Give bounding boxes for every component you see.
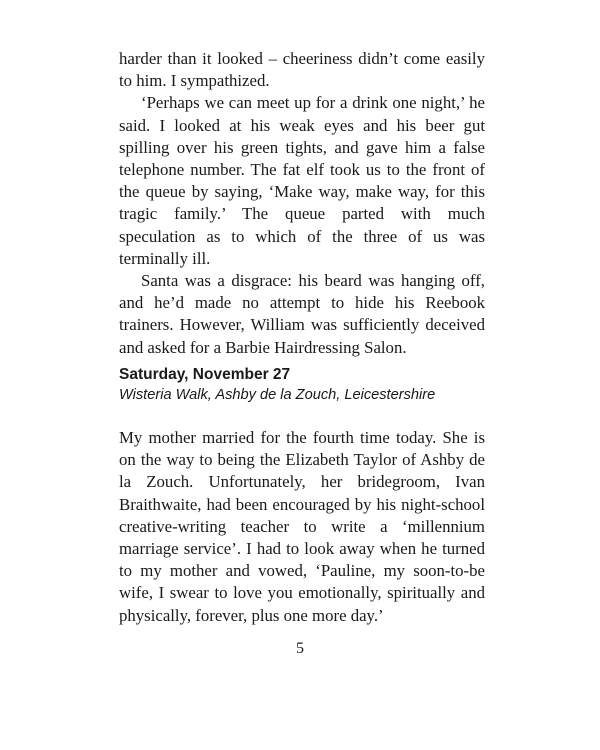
entry-location: Wisteria Walk, Ashby de la Zouch, Leicestershire [119,387,436,403]
paragraph-santa: Santa was a disgrace: his beard was hanging off, and he’d made no attempt to hide his Reebook trainers. However, William was sufficiently deceived and asked for a Barbie Hairdressing Salon. [119,271,485,357]
paragraph-elf: ‘Perhaps we can meet up for a drink one night,’ he said. I looked at his weak eyes and his beer gut spilling over his green tights, and gave him a false telephone number. The fat elf took us to the front of the queue by saying, ‘Make way, make way, for this tragic family.’ The queue parted with much speculation as to which of the three of us was terminally ill. [119,93,485,268]
text-block-top [119,48,485,359]
paragraph-wedding: My mother married for the fourth time today. She is on the way to being the Elizabeth Taylor of Ashby de la Zouch. Unfortunately, her bridegroom, Ivan Braithwaite, had been encouraged by his night-school creative-writing teacher to write a ‘millennium marriage service’. I had to look away when he turned to my mother and vowed, ‘Pauline, my soon-to-be wife, I swear to love you emotionally, spiritually and physically, forever, plus one more day.’ [119,428,485,625]
entry-date-heading: Saturday, November 27 [119,366,291,383]
page-number: 5 [296,640,304,657]
paragraph-continuation: harder than it looked – cheeriness didn’t come easily to him. I sympathized. [119,49,485,91]
text-block-bottom [119,427,485,627]
